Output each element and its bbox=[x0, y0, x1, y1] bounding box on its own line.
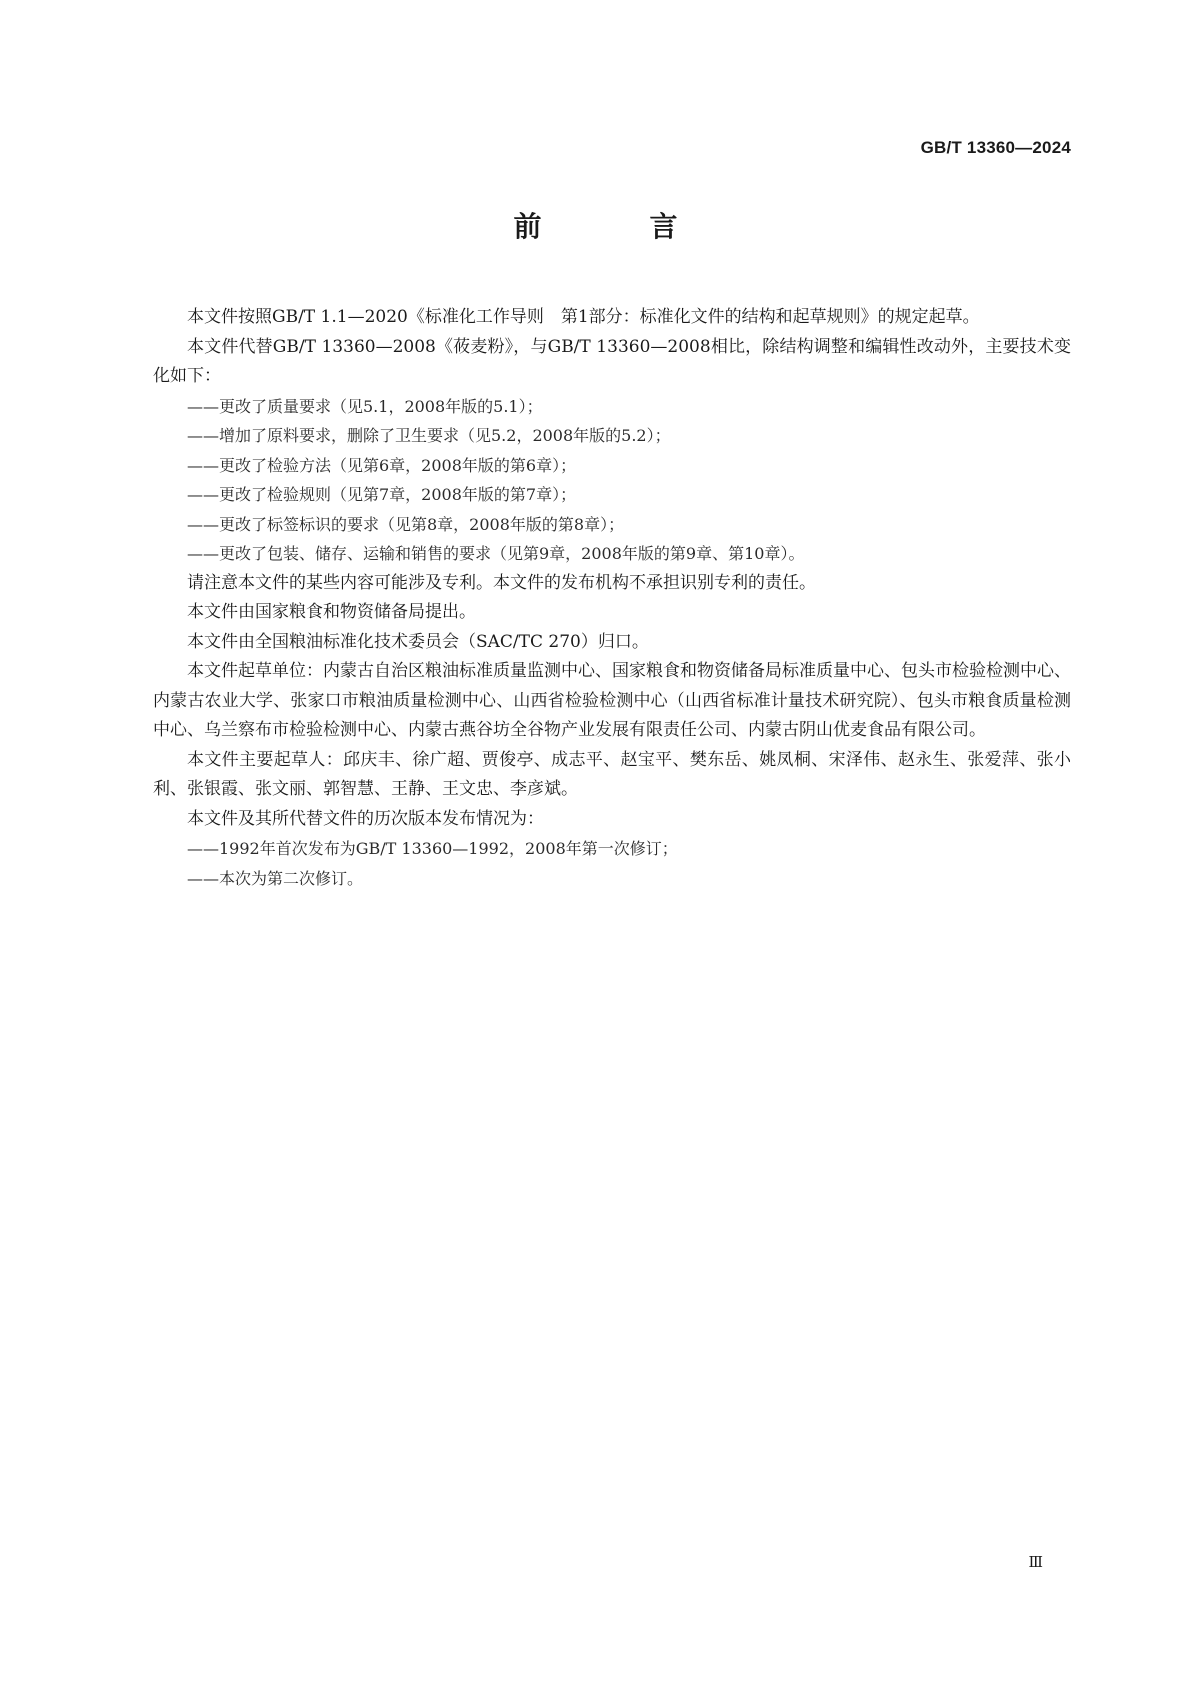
paragraph-drafting-rules: 本文件按照GB/T 1.1—2020《标准化工作导则 第1部分：标准化文件的结构和起草规则》的规定起草。 bbox=[187, 307, 980, 327]
change-item: ——增加了原料要求，删除了卫生要求（见5.2，2008年版的5.2）； bbox=[187, 426, 671, 445]
foreword-body bbox=[153, 303, 1071, 893]
change-item: ——更改了检验规则（见第7章，2008年版的第7章）； bbox=[187, 485, 577, 504]
paragraph-proposed: 本文件由国家粮食和物资储备局提出。 bbox=[187, 602, 476, 622]
paragraph-drafters: 本文件主要起草人：邱庆丰、徐广超、贾俊亭、成志平、赵宝平、樊东岳、姚凤桐、宋泽伟、赵永生、张爱萍、张小利、张银霞、张文丽、郭智慧、王静、王文忠、李彦斌。 bbox=[153, 749, 1071, 799]
standard-code: GB/T 13360—2024 bbox=[920, 138, 1071, 157]
page-number: Ⅲ bbox=[1028, 1553, 1043, 1571]
change-item: ——更改了标签标识的要求（见第8章，2008年版的第8章）； bbox=[187, 514, 625, 534]
change-item: ——更改了包装、储存、运输和销售的要求（见第9章，2008年版的第9章、第10章）。 bbox=[187, 544, 805, 563]
history-item: ——本次为第二次修订。 bbox=[187, 868, 364, 888]
paragraph-replacement: 本文件代替GB/T 13360—2008《莜麦粉》，与GB/T 13360—2008相比，除结构调整和编辑性改动外，主要技术变化如下： bbox=[153, 336, 1071, 386]
page-title: 前 言 bbox=[513, 210, 718, 243]
paragraph-patent: 请注意本文件的某些内容可能涉及专利。本文件的发布机构不承担识别专利的责任。 bbox=[187, 572, 816, 593]
history-item: ——1992年首次发布为GB/T 13360—1992，2008年第一次修订； bbox=[187, 839, 678, 858]
paragraph-drafting-units: 本文件起草单位：内蒙古自治区粮油标准质量监测中心、国家粮食和物资储备局标准质量中心、包头市检验检测中心、内蒙古农业大学、张家口市粮油质量检测中心、山西省检验检测中心（山西省标准计量技术研究院）、包头市粮食质量检测中心、乌兰察布市检验检测中心、内蒙古燕谷坊全谷物产业发展有限责任公司、内蒙古阴山优麦食品有限公司。 bbox=[153, 661, 1071, 740]
paragraph-history-intro: 本文件及其所代替文件的历次版本发布情况为： bbox=[187, 808, 544, 829]
change-item: ——更改了检验方法（见第6章，2008年版的第6章）； bbox=[187, 455, 577, 475]
paragraph-centralized: 本文件由全国粮油标准化技术委员会（SAC/TC 270）归口。 bbox=[187, 631, 649, 652]
change-item: ——更改了质量要求（见5.1，2008年版的5.1）； bbox=[187, 396, 543, 416]
